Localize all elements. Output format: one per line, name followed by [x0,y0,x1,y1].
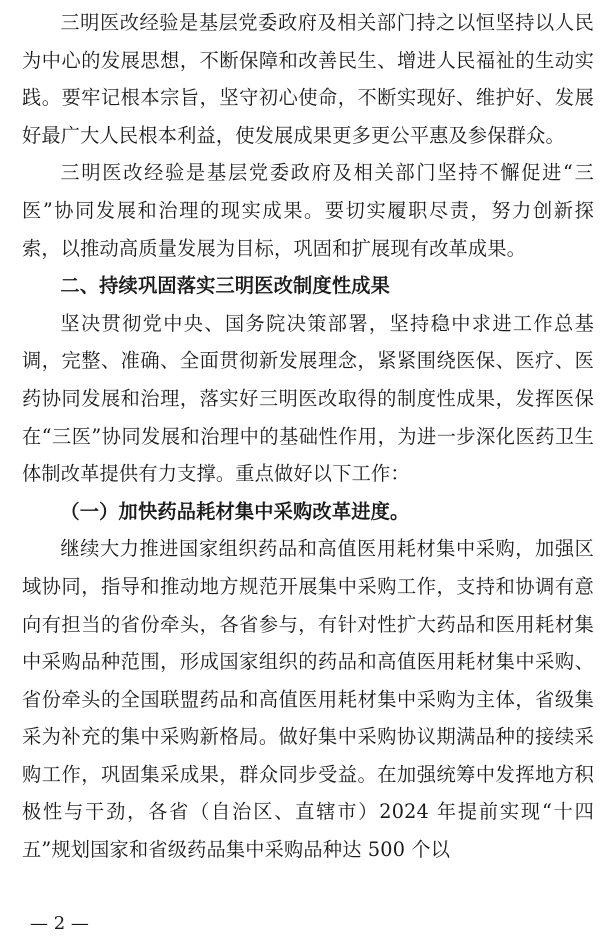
section-heading: 二、持续巩固落实三明医改制度性成果 [60,274,390,298]
page-number: — 2 — [30,913,89,934]
subsection-paragraph: 继续大力推进国家组织药品和高值医用耗材集中采购，加强区域协同，指导和推动地方规范开展集中采购工作，支持和协调有意向有担当的省份牵头，各省参与，有针对性扩大药品和医用耗材集中采购品种范围，形成国家组织的药品和高值医用耗材集中采购、省份牵头的全国联盟药品和高值医用耗材集中采购为主体，省级集采为补充的集中采购新格局。做好集中采购协议期满品种的接续采购工作，巩固集采成果，群众同步受益。在加强统筹中发挥地方积极性与干劲，各省（自治区、直辖市）2024 年提前实现“十四五”规划国家和省级药品集中采购品种达 500 个以 [22,537,594,862]
section-paragraph: 坚决贯彻党中央、国务院决策部署，坚持稳中求进工作总基调，完整、准确、全面贯彻新发展理念，紧紧围绕医保、医疗、医药协同发展和治理，落实好三明医改取得的制度性成果，发挥医保在“三医”协同发展和治理中的基础性作用，为进一步深化医药卫生体制改革提供有力支撑。重点做好以下工作： [22,311,594,486]
subsection-heading: （一）加快药品耗材集中采购改革进度。 [60,499,410,523]
paragraph-three-medical-coordination: 三明医改经验是基层党委政府及相关部门坚持不懈促进“三医”协同发展和治理的现实成果。要切实履职尽责，努力创新探索，以推动高质量发展为目标，巩固和扩展现有改革成果。 [22,161,594,260]
paragraph-people-centered: 三明医改经验是基层党委政府及相关部门持之以恒坚持以人民为中心的发展思想，不断保障和改善民生、增进人民福祉的生动实践。要牢记根本宗旨，坚守初心使命，不断实现好、维护好、发展好最广大人民根本利益，使发展成果更多更公平惠及参保群众。 [22,11,594,147]
document-page [22,4,594,869]
